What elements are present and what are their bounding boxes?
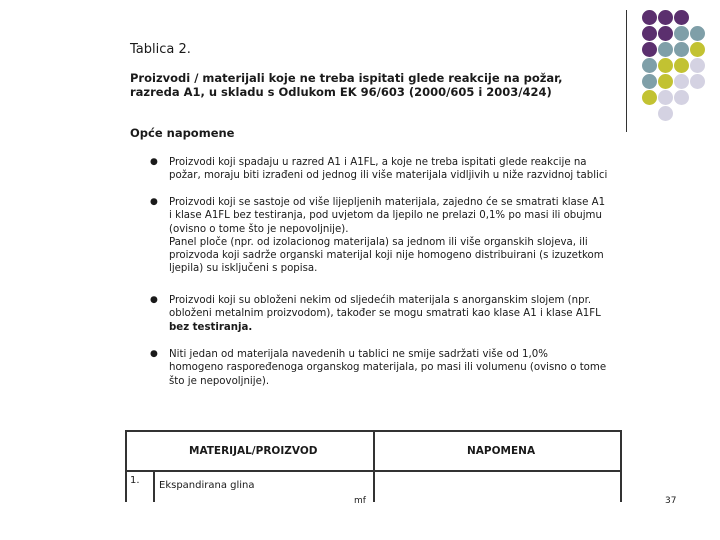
- dot: [658, 58, 673, 73]
- dot: [642, 74, 657, 89]
- dot: [674, 26, 689, 41]
- dot: [674, 90, 689, 105]
- row-number: 1.: [130, 475, 140, 486]
- dot: [674, 74, 689, 89]
- bullet-line: Proizvodi koji su obloženi nekim od sljedećih materijala s anorganskim slojem (npr.: [169, 295, 592, 306]
- bullet-line: ljepila) su isključeni s popisa.: [169, 263, 318, 275]
- bullet-line: Niti jedan od materijala navedenih u tablici ne smije sadržati više od 1,0%: [169, 349, 548, 360]
- dot: [690, 58, 705, 73]
- dot: [658, 106, 673, 121]
- bullet-line: i klase A1FL bez testiranja, pod uvjetom da ljepilo ne prelazi 0,1% po masi ili obujmu: [169, 210, 602, 222]
- bullet-line: bez testiranja.: [169, 321, 253, 333]
- bullet-line: obloženi metalnim proizvodom), također se mogu smatrati kao klase A1 i klase A1FL: [169, 308, 601, 320]
- dot: [642, 42, 657, 57]
- page-number: 37: [665, 496, 677, 506]
- bullet-dot-icon: ●: [150, 197, 158, 207]
- row-material: Ekspandirana glina: [159, 480, 255, 491]
- dot: [674, 58, 689, 73]
- dot: [658, 26, 673, 41]
- dot: [642, 26, 657, 41]
- dot: [690, 26, 705, 41]
- table-border-right: [620, 430, 622, 502]
- decorative-dot-grid: [636, 10, 720, 120]
- bullet-item: [150, 294, 610, 334]
- bullet-line: Proizvodi koji spadaju u razred A1 i A1FL, a koje ne treba ispitati glede reakcije na: [169, 157, 587, 168]
- bullet-line: Proizvodi koji se sastoje od više lijepljenih materijala, zajedno će se smatrati klase A1: [169, 197, 606, 208]
- column-header-note: NAPOMENA: [467, 445, 536, 457]
- page-heading: Proizvodi / materijali koje ne treba ispitati glede reakcije na požar, razreda A1, u skladu s Odlukom EK 96/603 (2000/605 i 2003/424): [130, 71, 563, 99]
- bullet-line: (ovisno o tome što je nepovoljnije).: [169, 223, 349, 235]
- bullet-line: Panel ploče (npr. od izolacionog materijala) sa jednom ili više organskih slojeva, ili: [169, 236, 588, 248]
- bullet-line: proizvoda koji sadrže organski materijal koji nije homogeno distribuirani (s izuzetkom: [169, 250, 604, 262]
- bullet-dot-icon: ●: [150, 157, 158, 167]
- bullet-line: što je nepovoljnije).: [169, 375, 270, 387]
- bullet-item: [150, 156, 610, 183]
- bullet-line: požar, moraju biti izrađeni od jednog ili više materijala vidljivih u niže razvidnoj tablici: [169, 170, 608, 182]
- dot: [690, 42, 705, 57]
- dot: [674, 42, 689, 57]
- table-border-left: [125, 430, 127, 502]
- general-notes-title: Opće napomene: [130, 126, 235, 140]
- bullet-line: homogeno raspoređenoga organskog materijala, po masi ili volumenu (ovisno o tome: [169, 362, 607, 374]
- decorative-divider: [626, 10, 627, 132]
- dot: [658, 10, 673, 25]
- dot: [690, 74, 705, 89]
- bullet-item: [150, 348, 610, 388]
- footer-author: mf: [354, 496, 366, 506]
- table-border-mid: [373, 430, 375, 502]
- dot: [642, 90, 657, 105]
- bullet-dot-icon: ●: [150, 349, 158, 359]
- dot: [658, 90, 673, 105]
- bullet-dot-icon: ●: [150, 295, 158, 305]
- table-border-number: [153, 470, 155, 502]
- dot: [642, 10, 657, 25]
- dot: [674, 10, 689, 25]
- materials-table: [125, 430, 622, 502]
- column-header-material: MATERIJAL/PROIZVOD: [189, 445, 318, 457]
- dot: [658, 74, 673, 89]
- dot: [642, 58, 657, 73]
- bullet-item: [150, 196, 610, 276]
- table-label: Tablica 2.: [130, 42, 191, 57]
- dot: [658, 42, 673, 57]
